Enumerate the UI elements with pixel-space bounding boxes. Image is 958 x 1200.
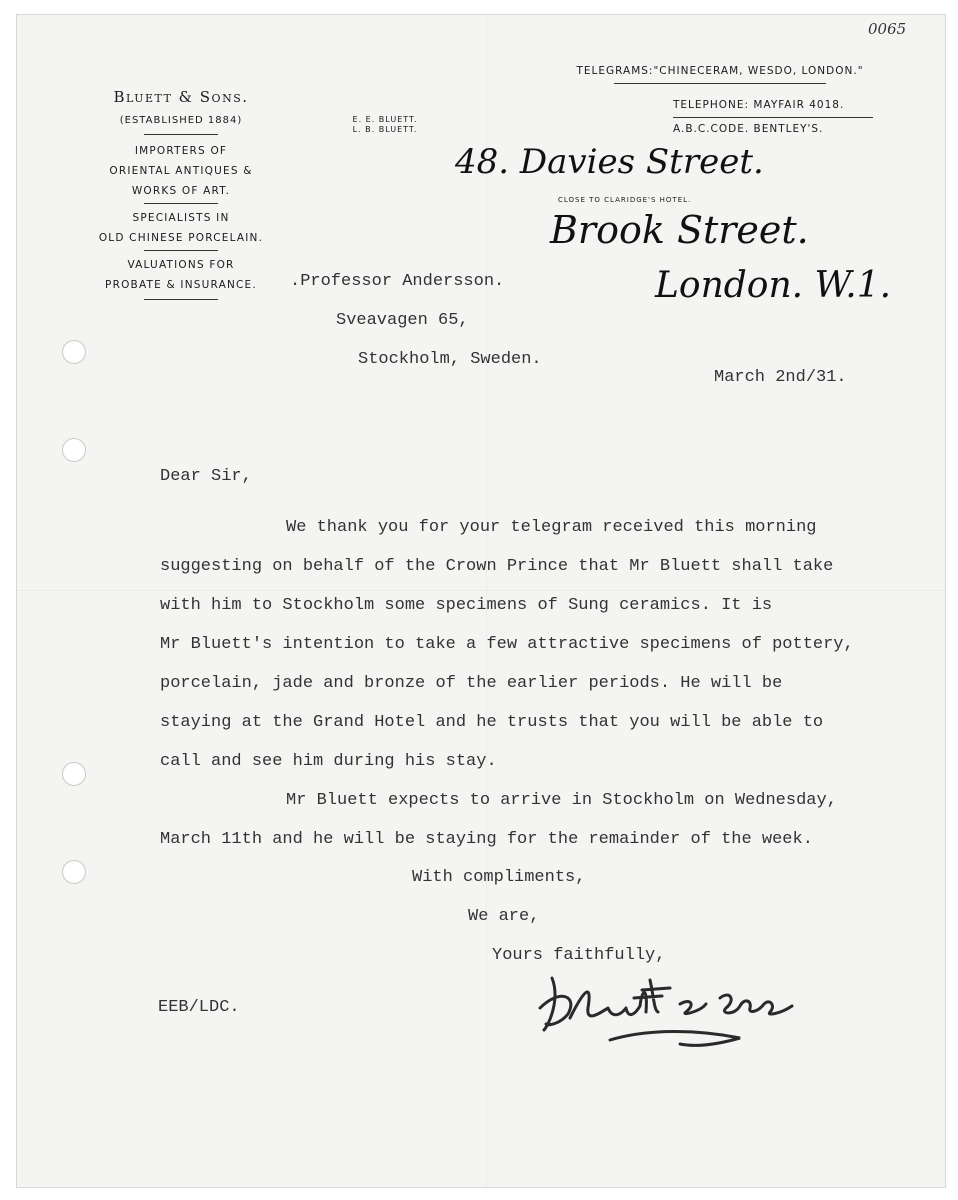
salutation: Dear Sir, <box>160 467 252 486</box>
body-line: Mr Bluett expects to arrive in Stockholm on Wednesday, <box>286 791 837 810</box>
punch-hole <box>62 340 86 364</box>
service-line: PROBATE & INSURANCE. <box>105 279 257 291</box>
partner-name: E. E. BLUETT. <box>352 115 418 124</box>
firm-name: Bluett & Sons. <box>113 88 249 106</box>
divider <box>144 250 218 251</box>
established-line: (ESTABLISHED 1884) <box>119 115 243 126</box>
archive-number: 0065 <box>868 20 907 38</box>
code-line: A.B.C.CODE. BENTLEY'S. <box>673 123 824 135</box>
partners <box>330 115 440 135</box>
body-line: staying at the Grand Hotel and he trusts that you will be able to <box>160 713 824 732</box>
signature <box>530 968 810 1058</box>
body-line: call and see him during his stay. <box>160 752 497 771</box>
telegrams-line: TELEGRAMS:"CHINECERAM, WESDO, LONDON." <box>576 65 864 77</box>
reference-initials: EEB/LDC. <box>158 998 240 1017</box>
body-line: suggesting on behalf of the Crown Prince that Mr Bluett shall take <box>160 557 834 576</box>
telephone-line: TELEPHONE: MAYFAIR 4018. <box>673 99 845 111</box>
service-line: OLD CHINESE PORCELAIN. <box>98 232 264 244</box>
punch-hole <box>62 438 86 462</box>
service-line: ORIENTAL ANTIQUES & <box>109 165 253 177</box>
recipient-street: Sveavagen 65, <box>336 311 469 330</box>
recipient-city: Stockholm, Sweden. <box>358 350 542 369</box>
closing-line: We are, <box>468 907 540 926</box>
punch-hole <box>62 860 86 884</box>
divider <box>144 299 218 300</box>
service-line: VALUATIONS FOR <box>127 259 235 271</box>
divider <box>144 134 218 135</box>
partner-name: L. B. BLUETT. <box>352 125 418 134</box>
divider <box>614 83 826 84</box>
service-line: WORKS OF ART. <box>131 185 231 197</box>
service-line: IMPORTERS OF <box>134 145 228 157</box>
letter-date: March 2nd/31. <box>714 368 847 387</box>
closing-line: Yours faithfully, <box>492 946 666 965</box>
divider <box>673 117 873 118</box>
recipient-name: .Professor Andersson. <box>290 272 505 291</box>
letterhead-left <box>72 88 290 300</box>
city-address: London. W.1. <box>655 265 892 306</box>
street-address-2: Brook Street. <box>550 208 809 252</box>
closing-block <box>412 858 665 975</box>
body-line: We thank you for your telegram received this morning <box>286 518 817 537</box>
body-line: March 11th and he will be staying for the remainder of the week. <box>160 830 813 849</box>
body-line: Mr Bluett's intention to take a few attractive specimens of pottery, <box>160 635 854 654</box>
letter-body <box>160 508 958 859</box>
service-line: SPECIALISTS IN <box>132 212 230 224</box>
punch-hole <box>62 762 86 786</box>
letterhead-right <box>545 64 895 136</box>
body-line: porcelain, jade and bronze of the earlier periods. He will be <box>160 674 783 693</box>
address-note: CLOSE TO CLARIDGE'S HOTEL. <box>558 196 692 204</box>
closing-line: With compliments, <box>412 868 586 887</box>
divider <box>144 203 218 204</box>
street-address: 48. Davies Street. <box>455 142 764 182</box>
body-line: with him to Stockholm some specimens of Sung ceramics. It is <box>160 596 773 615</box>
